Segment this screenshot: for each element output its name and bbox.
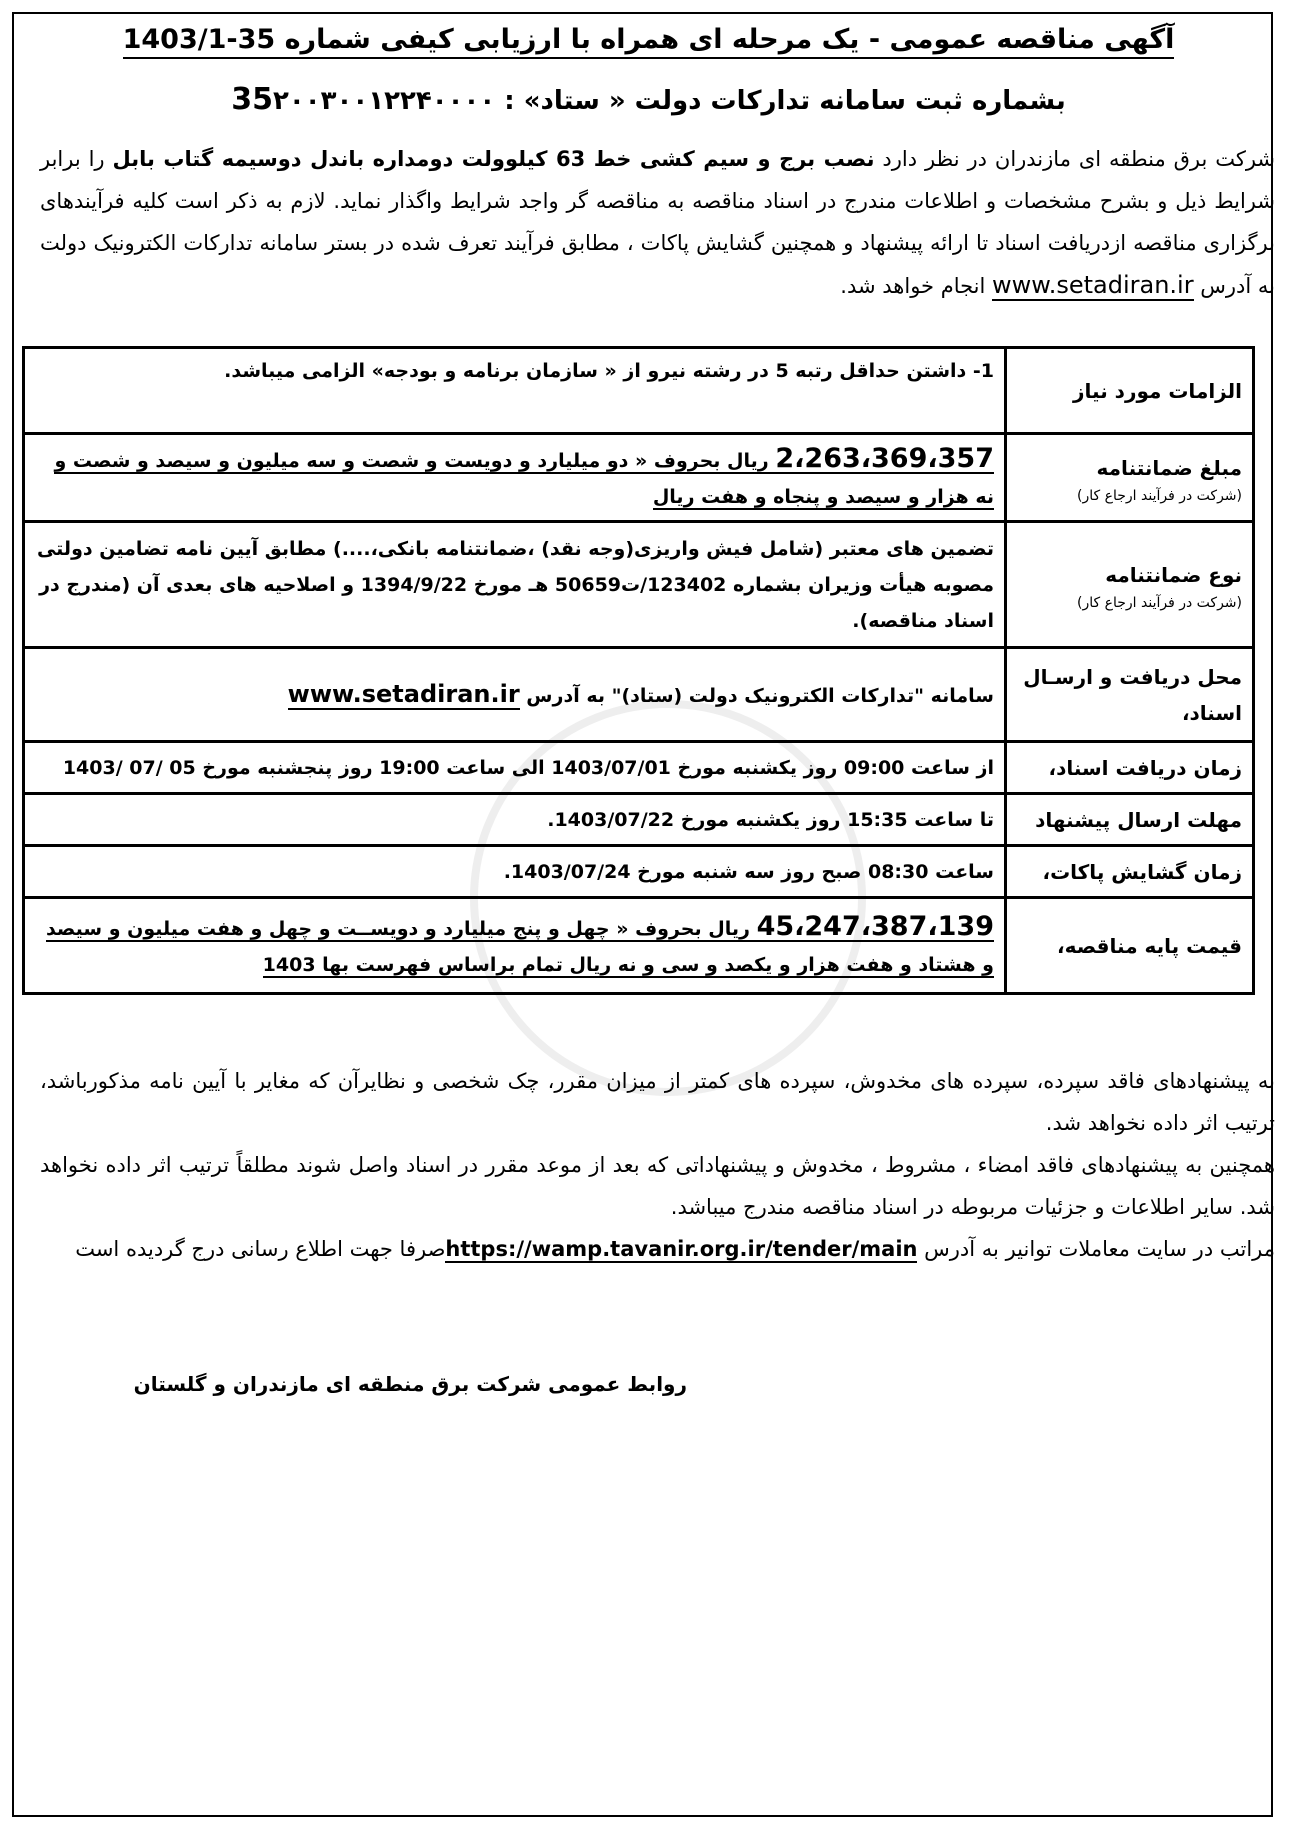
intro-text-2: را برابر شرایط ذیل و بشرح مشخصات و اطلاعات مندرج در اسناد مناقصه به مناقصه گر واجد شرایط واگذار نماید. لازم به ذکر است کلیه فرآیندهای برگزاری مناقصه ازدریافت اسناد تا ارائه پیشنهاد و همچنین گشایش پاکات ، مطابق فرآیند تعرف شده در بستر سامانه تدارکات الکترونیک دولت به آدرس [40,147,1275,298]
receive-label: زمان دریافت اسناد، [1006,742,1254,794]
deadline-value: تا ساعت 15:35 روز یکشنبه مورخ 1403/07/22. [24,794,1006,846]
guarantee-type-cell [1006,522,1254,648]
guarantee-amount-text: ریال بحروف « دو میلیارد و دویست و شصت و سه میلیون و سیصد و شصت و نه هزار و سیصد و پنجاه و هفت ریال [54,449,994,508]
opening-value: ساعت 08:30 صبح روز سه شنبه مورخ 1403/07/24. [24,846,1006,898]
intro-text-1: شرکت برق منطقه ای مازندران در نظر دارد [874,147,1275,171]
title-prefix: آگهی مناقصه عمومی - یک مرحله ای همراه با ارزیابی کیفی شماره [275,24,1175,55]
setad-prefix: بشماره ثبت سامانه تدارکات دولت « ستاد» : [495,86,1066,116]
base-price-number: 45،247،387،139 [756,910,994,942]
table-row [24,348,1254,434]
requirements-label: الزامات مورد نیاز [1006,348,1254,434]
outro-paragraph-3 [40,1228,1275,1270]
signature: روابط عمومی شرکت برق منطقه ای مازندران و گلستان [133,1372,687,1396]
receive-value: از ساعت 09:00 روز یکشنبه مورخ 1403/07/01 الی ساعت 19:00 روز پنجشنبه مورخ 05 /07 /1403 [24,742,1006,794]
intro-paragraph [40,138,1275,307]
intro-text-3: انجام خواهد شد. [840,274,993,298]
outro-paragraph-2: همچنین به پیشنهادهای فاقد امضاء ، مشروط ، مخدوش و پیشنهاداتی که بعد از موعد مقرر در اسناد واصل شوند مطلقاً ترتیب اثر داده نخواهد شد. سایر اطلاعات و جزئیات مربوطه در اسناد مناقصه مندرج میباشد. [40,1153,1275,1219]
deadline-label: مهلت ارسال پیشنهاد [1006,794,1254,846]
table-row [24,898,1254,994]
table-row [24,846,1254,898]
setad-digits: ۲۰۰۳۰۰۱۲۲۴۰۰۰۰ [273,86,496,116]
guarantee-amount-cell [1006,434,1254,522]
guarantee-type-value: تضمین های معتبر (شامل فیش واریزی(وجه نقد) ،ضمانتنامه بانکی،....) مطابق آیین نامه تضامین دولتی مصوبه هیأت وزیران بشماره 123402/ت50659 هـ مورخ 1394/9/22 و اصلاحیه های بعدی آن (مندرج در اسناد مناقصه). [24,522,1006,648]
base-price-text: ریال بحروف « چهل و پنج میلیارد و دویســت و چهل و هفت میلیون و سیصد و هشتاد و هفت هزار و یکصد و سی و نه ریال تمام براساس فهرست بها 1403 [45,917,994,976]
tavanir-link[interactable]: https://wamp.tavanir.org.ir/tender/main [445,1237,918,1261]
setad-link[interactable]: www.setadiran.ir [992,271,1194,299]
location-value [24,648,1006,742]
base-price-value [24,898,1006,994]
table-row [24,794,1254,846]
location-link[interactable]: www.setadiran.ir [287,679,520,708]
opening-label: زمان گشایش پاکات، [1006,846,1254,898]
guarantee-amount-sub: (شرکت در فرآیند ارجاع کار) [1077,487,1242,504]
guarantee-amount-number: 2،263،369،357 [775,442,994,474]
guarantee-amount-label: مبلغ ضمانتنامه [1096,455,1242,480]
location-label: محل دریافت و ارسـال اسناد، [1006,648,1254,742]
base-price-label: قیمت پایه مناقصه، [1006,898,1254,994]
notice-title [0,22,1297,58]
requirements-value: 1- داشتن حداقل رتبه 5 در رشته نیرو از « سازمان برنامه و بودجه» الزامی میباشد. [24,348,1006,434]
outro-suffix: صرفا جهت اطلاع رسانی درج گردیده است [75,1237,446,1261]
table-row [24,434,1254,522]
table-row [24,742,1254,794]
location-text: سامانه "تدارکات الکترونیک دولت (ستاد)" به آدرس [519,684,994,707]
guarantee-amount-value [24,434,1006,522]
table-row [24,522,1254,648]
outro-paragraphs [40,1060,1275,1270]
outro-text: مراتب در سایت معاملات توانیر به آدرس [917,1237,1275,1261]
setad-registration [0,82,1297,119]
outro-paragraph-1: به پیشنهادهای فاقد سپرده، سپرده های مخدوش، سپرده های کمتر از میزان مقرر، چک شخصی و نظایرآن که مغایر با آیین نامه مذکورباشد، ترتیب اثر داده نخواهد شد. [40,1069,1275,1135]
guarantee-type-label: نوع ضمانتنامه [1105,562,1242,587]
project-title: نصب برج و سیم کشی خط 63 کیلوولت دومداره باندل دوسیمه گتاب بابل [112,147,875,171]
tender-details-table [22,346,1255,995]
setad-number: 35 [231,82,274,117]
tender-number: 1403/1-35 [122,24,276,55]
guarantee-type-sub: (شرکت در فرآیند ارجاع کار) [1077,594,1242,611]
table-row [24,648,1254,742]
